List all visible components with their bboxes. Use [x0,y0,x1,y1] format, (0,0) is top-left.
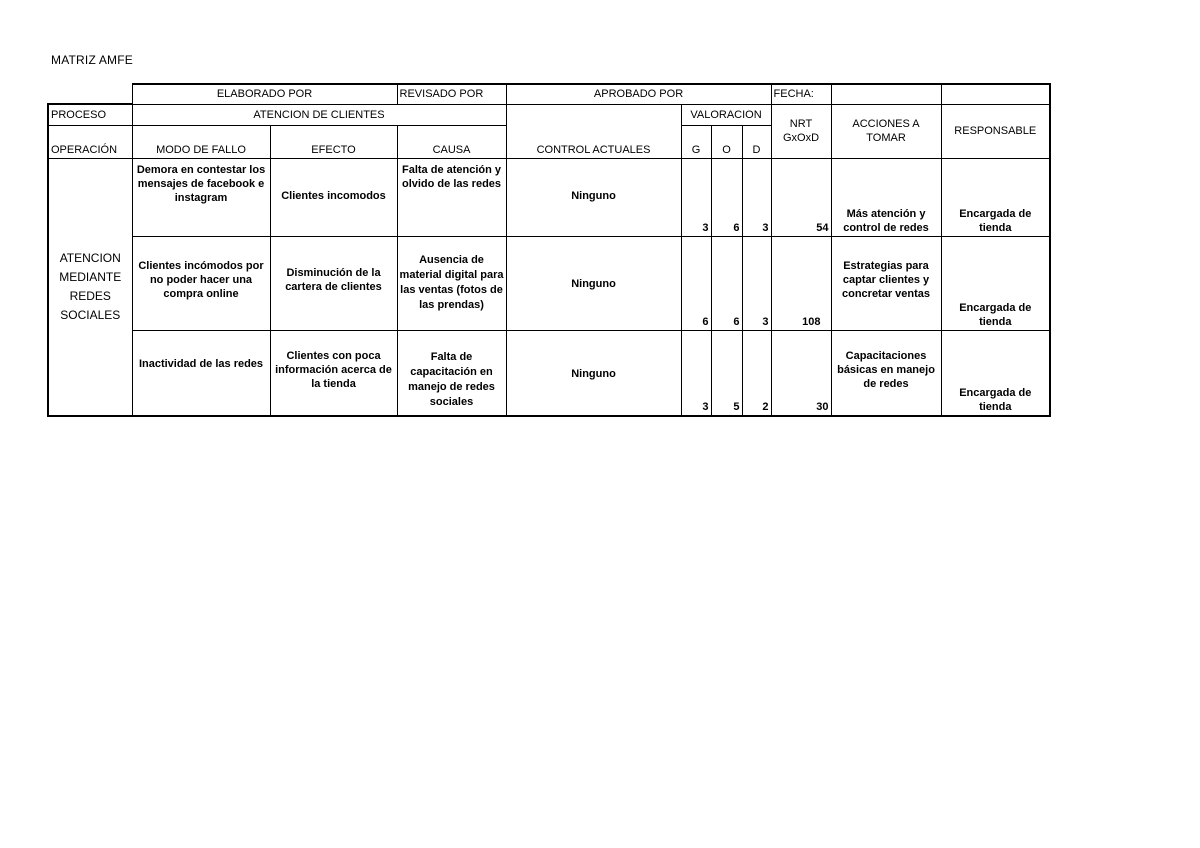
operation-line2: MEDIANTE [59,269,122,284]
amfe-matrix-table [47,83,1051,417]
causa-header: CAUSA [397,125,506,158]
fecha-extra-cell [941,84,1050,104]
responsable-cell: Encargada de tienda [941,158,1050,236]
efecto-cell: Clientes incomodos [270,158,397,236]
operation-cell [48,158,132,416]
operation-line3: REDES [69,288,111,303]
acciones-header [831,104,941,158]
proceso-label: PROCESO [48,104,132,125]
operation-line1: ATENCION [59,250,121,265]
nrt-value-cell: 30 [771,330,831,416]
g-value-cell: 3 [681,158,711,236]
efecto-cell: Clientes con poca información acerca de la tienda [270,330,397,416]
nrt-header-line1: NRT [789,118,813,130]
g-value-cell: 3 [681,330,711,416]
nrt-header [771,104,831,158]
o-value-cell: 6 [711,236,742,330]
d-value-cell: 3 [742,236,771,330]
g-value-cell: 6 [681,236,711,330]
acciones-cell: Estrategias para captar clientes y concretar ventas [831,236,941,330]
responsable-cell: Encargada de tienda [941,330,1050,416]
control-cell: Ninguno [506,236,681,330]
aprobado-por-label: APROBADO POR [506,84,771,104]
modo-fallo-header: MODO DE FALLO [132,125,270,158]
elaborado-por-label: ELABORADO POR [132,84,397,104]
causa-cell: Ausencia de material digital para las ventas (fotos de las prendas) [397,236,506,330]
fecha-label: FECHA: [771,84,831,104]
efecto-header: EFECTO [270,125,397,158]
o-header: O [711,125,742,158]
operation-line4: SOCIALES [60,307,121,322]
revisado-por-label: REVISADO POR [397,84,506,104]
nrt-value-cell: 54 [771,158,831,236]
d-value-cell: 2 [742,330,771,416]
modo-fallo-cell: Clientes incómodos por no poder hacer una compra online [132,236,270,330]
efecto-cell: Disminución de la cartera de clientes [270,236,397,330]
proceso-value: ATENCION DE CLIENTES [132,104,506,125]
responsable-header: RESPONSABLE [941,104,1050,158]
d-header: D [742,125,771,158]
o-value-cell: 5 [711,330,742,416]
blank-corner-cell [48,84,132,104]
responsable-cell: Encargada de tienda [941,236,1050,330]
causa-cell: Falta de atención y olvido de las redes [397,158,506,236]
o-value-cell: 6 [711,158,742,236]
operacion-header: OPERACIÓN [48,125,132,158]
modo-fallo-cell: Demora en contestar los mensajes de facebook e instagram [132,158,270,236]
table-row [48,330,1050,416]
g-header: G [681,125,711,158]
valoracion-header: VALORACION [681,104,771,125]
d-value-cell: 3 [742,158,771,236]
acciones-cell: Capacitaciones básicas en manejo de redes [831,330,941,416]
modo-fallo-cell: Inactividad de las redes [132,330,270,416]
nrt-header-line2: GxOxD [782,132,820,144]
acciones-header-line2: TOMAR [866,132,906,144]
fecha-value-cell [831,84,941,104]
control-cell: Ninguno [506,330,681,416]
table-row [48,158,1050,236]
control-actuales-header: CONTROL ACTUALES [506,104,681,158]
table-row [48,236,1050,330]
control-cell: Ninguno [506,158,681,236]
nrt-value-cell: 108 [771,236,831,330]
acciones-header-line1: ACCIONES A [852,118,920,130]
acciones-cell: Más atención y control de redes [831,158,941,236]
document-title: MATRIZ AMFE [51,53,133,67]
causa-cell: Falta de capacitación en manejo de redes sociales [397,330,506,416]
